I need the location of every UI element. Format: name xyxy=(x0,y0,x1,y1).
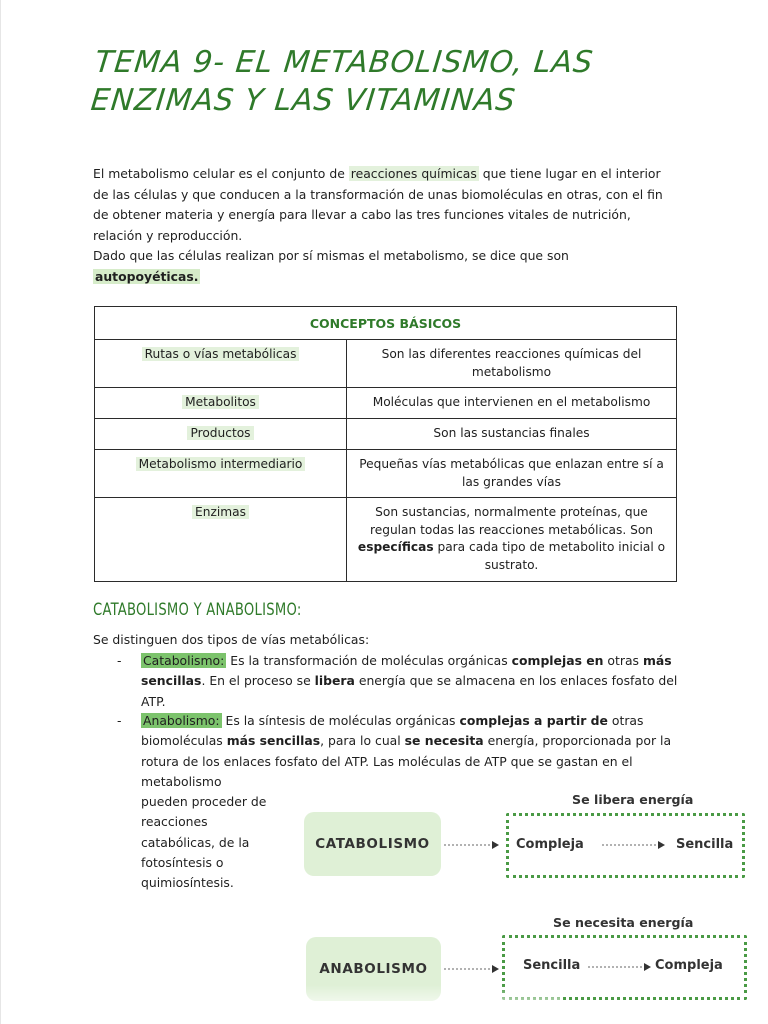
bold-text: complejas en xyxy=(511,653,604,668)
table-row xyxy=(95,388,677,419)
bold-text: más sencillas xyxy=(226,733,321,749)
bottom-fade xyxy=(300,985,560,1015)
definition-cell xyxy=(347,498,677,582)
term-label: Productos xyxy=(187,426,253,440)
highlight-autopoyeticas: autopoyéticas. xyxy=(95,268,199,284)
anabolismo-item xyxy=(141,711,681,792)
arrow-icon xyxy=(602,839,666,851)
anabolismo-tag: Anabolismo: xyxy=(143,713,220,728)
definition-cell: Moléculas que intervienen en el metabolismo xyxy=(347,388,677,419)
page-edge xyxy=(0,0,1,1024)
text: otras biomoléculas xyxy=(141,713,644,749)
bullet-marker: - xyxy=(117,713,122,728)
conceptos-basicos-table xyxy=(94,306,677,582)
table-header: CONCEPTOS BÁSICOS xyxy=(95,307,677,340)
term-label: Enzimas xyxy=(192,505,249,519)
term-cell xyxy=(95,419,347,450)
arrow-icon xyxy=(444,838,500,852)
bold-text: se necesita xyxy=(404,733,484,749)
definition-cell: Pequeñas vías metabólicas que enlazan entre sí a las grandes vías xyxy=(347,450,677,498)
term-label: Metabolitos xyxy=(182,395,259,409)
term-cell xyxy=(95,340,347,388)
text: energía que se almacena en los enlaces fosfato del ATP. xyxy=(141,673,678,709)
document-title xyxy=(89,44,717,120)
anabolismo-continuation: pueden proceder de reacciones catabólicas, de la fotosíntesis o quimiosíntesis. xyxy=(141,794,267,891)
term-cell xyxy=(95,388,347,419)
bold-text: más sencillas xyxy=(141,653,672,689)
bold-text: libera xyxy=(314,673,355,689)
catabolismo-item xyxy=(141,651,681,712)
term-label: Metabolismo intermediario xyxy=(136,457,306,471)
se-libera-energia-label: Se libera energía xyxy=(572,792,694,807)
definition-cell: Son las diferentes reacciones químicas del metabolismo xyxy=(347,340,677,388)
table-row xyxy=(95,450,677,498)
text: . En el proceso se xyxy=(201,673,315,689)
term-cell xyxy=(95,450,347,498)
text: , para lo cual xyxy=(320,733,405,749)
compleja-label: Compleja xyxy=(655,958,723,973)
intro-text-2: que tiene lugar en el interior de las células y que conducen a la transformación de unas biomoléculas en otras, con el fin de obtener materia y energía para llevar a cabo las tres funciones vitales de nutrición, relación y reproducción. xyxy=(93,166,663,243)
definition-cell: Son las sustancias finales xyxy=(347,419,677,450)
table-row xyxy=(95,498,677,582)
types-intro: Se distinguen dos tipos de vías metabólicas: xyxy=(93,632,370,647)
highlight-reacciones-quimicas: reacciones químicas xyxy=(350,166,477,181)
term-label: Rutas o vías metabólicas xyxy=(142,347,300,361)
intro-text-1: El metabolismo celular es el conjunto de xyxy=(93,166,349,181)
arrow-icon xyxy=(444,962,500,976)
sencilla-label: Sencilla xyxy=(676,837,734,852)
catabolismo-tag: Catabolismo: xyxy=(143,653,225,668)
definition-text-2: para cada tipo de metabolito inicial o sustrato. xyxy=(433,540,666,572)
title-line-2: ENZIMAS Y LAS VITAMINAS xyxy=(89,83,518,118)
arrow-icon xyxy=(588,961,652,973)
text: otras xyxy=(603,653,643,668)
table-row xyxy=(95,419,677,450)
se-necesita-energia-label: Se necesita energía xyxy=(553,915,694,930)
bullet-marker: - xyxy=(117,653,122,668)
section-title: CATABOLISMO Y ANABOLISMO: xyxy=(93,600,302,620)
text: Es la transformación de moléculas orgánicas xyxy=(226,653,512,668)
compleja-label: Compleja xyxy=(516,837,584,852)
definition-text-1: Son sustancias, normalmente proteínas, que regulan todas las reacciones metabólicas. Son xyxy=(369,505,654,537)
definition-bold: específicas xyxy=(357,540,434,554)
table-row xyxy=(95,340,677,388)
text: Es la síntesis de moléculas orgánicas xyxy=(221,713,460,728)
term-cell xyxy=(95,498,347,582)
bold-text: complejas a partir de xyxy=(459,713,608,728)
intro-paragraph xyxy=(93,164,673,287)
catabolismo-box: CATABOLISMO xyxy=(304,812,441,876)
anabolismo-box: ANABOLISMO xyxy=(306,937,441,1001)
title-line-1: TEMA 9- EL METABOLISMO, LAS xyxy=(93,45,596,80)
text: energía, proporcionada por la rotura de los enlaces fosfato del ATP. Las moléculas de ATP que se gastan en el metabolismo xyxy=(141,733,672,789)
sencilla-label: Sencilla xyxy=(523,958,581,973)
intro-text-3: Dado que las células realizan por sí mismas el metabolismo, se dice que son xyxy=(93,248,569,263)
